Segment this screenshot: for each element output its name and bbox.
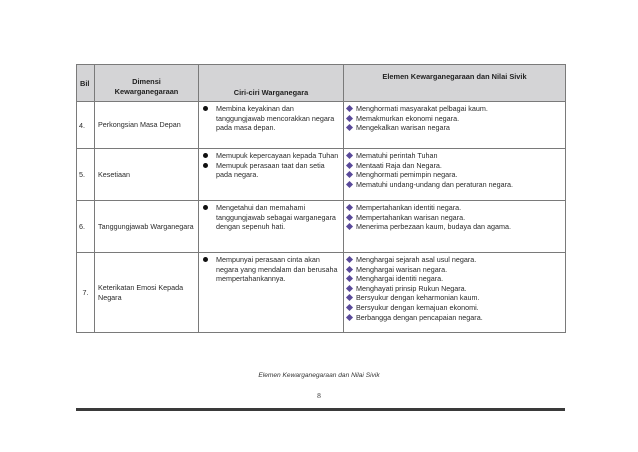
- cell-dimensi: Kesetiaan: [95, 149, 199, 201]
- table-row: [77, 253, 566, 333]
- elemen-text: Mentaati Raja dan Negara.: [356, 160, 442, 170]
- elemen-text: Menghormati masyarakat pelbagai kaum.: [356, 104, 488, 113]
- diamond-bullet-icon: [346, 304, 353, 311]
- elemen-item: [344, 274, 565, 284]
- ciri-item: [199, 161, 343, 180]
- bullet-dot-icon: [203, 153, 208, 158]
- ciri-item: [199, 255, 343, 284]
- ciri-list: [199, 255, 343, 284]
- elemen-text: Mempertahankan warisan negara.: [356, 212, 466, 222]
- elemen-text: Memakmurkan ekonomi negara.: [356, 113, 460, 123]
- ciri-item: [199, 104, 343, 133]
- header-dimensi: [95, 65, 199, 102]
- elemen-item: [344, 213, 565, 223]
- diamond-bullet-icon: [346, 124, 353, 131]
- bullet-dot-icon: [203, 205, 208, 210]
- header-dimensi-line2: Kewarganegaraan: [114, 87, 179, 96]
- elemen-list: [344, 151, 565, 189]
- elemen-item: [344, 170, 565, 180]
- elemen-text: Menghormati pemimpin negara.: [356, 170, 458, 180]
- elemen-text: Mematuhi undang-undang dan peraturan negara.: [356, 179, 514, 189]
- ciri-item: [199, 151, 343, 161]
- cell-elemen: [344, 102, 566, 149]
- elemen-item: [344, 303, 565, 313]
- bullet-dot-icon: [203, 106, 208, 111]
- diamond-bullet-icon: [346, 256, 353, 263]
- elemen-text: Menghargai identiti negara.: [356, 274, 444, 284]
- cell-elemen: [344, 201, 566, 253]
- elemen-text: Menerima perbezaan kaum, budaya dan agama.: [356, 222, 512, 232]
- elemen-item: [344, 222, 565, 232]
- diamond-bullet-icon: [346, 115, 353, 122]
- cell-bil: 6.: [77, 201, 95, 253]
- elemen-item: [344, 203, 565, 213]
- elemen-text: Mematuhi perintah Tuhan: [356, 151, 438, 160]
- elemen-item: [344, 161, 565, 171]
- elemen-item: [344, 255, 565, 265]
- cell-dimensi: Perkongsian Masa Depan: [95, 102, 199, 149]
- elemen-item: [344, 104, 565, 114]
- elemen-item: [344, 293, 565, 303]
- elemen-item: [344, 265, 565, 275]
- elemen-text: Menghargai sejarah asal usul negara.: [356, 255, 477, 264]
- diamond-bullet-icon: [346, 171, 353, 178]
- elemen-item: [344, 180, 565, 190]
- table-row: [77, 201, 566, 253]
- cell-bil: 5.: [77, 149, 95, 201]
- elemen-item: [344, 151, 565, 161]
- cell-ciri: [199, 149, 344, 201]
- elemen-list: [344, 255, 565, 322]
- header-dimensi-line1: Dimensi: [132, 77, 161, 86]
- elemen-text: Menghargai warisan negara.: [356, 264, 448, 274]
- cell-ciri: [199, 253, 344, 333]
- cell-ciri: [199, 102, 344, 149]
- ciri-list: [199, 203, 343, 232]
- footer-rule: [76, 408, 565, 411]
- elemen-text: Mengekalkan warisan negara: [356, 123, 450, 133]
- elemen-list: [344, 203, 565, 232]
- page-number: 8: [317, 391, 321, 400]
- elemen-item: [344, 123, 565, 133]
- ciri-list: [199, 151, 343, 180]
- elemen-text: Berbangga dengan pencapaian negara.: [356, 312, 483, 322]
- elemen-text: Mempertahankan identiti negara.: [356, 203, 462, 212]
- ciri-text: Mempunyai perasaan cinta akan negara yang mendalam dan berusaha mempertahankannya.: [216, 255, 338, 284]
- ciri-list: [199, 104, 343, 133]
- diamond-bullet-icon: [346, 181, 353, 188]
- civic-elements-table: [76, 64, 566, 333]
- elemen-text: Bersyukur dengan keharmonian kaum.: [356, 293, 480, 303]
- table-row: [77, 102, 566, 149]
- ciri-text: Memupuk kepercayaan kepada Tuhan: [216, 151, 339, 160]
- bullet-dot-icon: [203, 257, 208, 262]
- cell-bil: 7.: [77, 253, 95, 333]
- ciri-text: Mengetahui dan memahami tanggungjawab sebagai warganegara dengan sepenuh hati.: [216, 203, 336, 232]
- table-header-row: [77, 65, 566, 102]
- diamond-bullet-icon: [346, 204, 353, 211]
- diamond-bullet-icon: [346, 162, 353, 169]
- diamond-bullet-icon: [346, 152, 353, 159]
- elemen-item: [344, 114, 565, 124]
- table-row: [77, 149, 566, 201]
- diamond-bullet-icon: [346, 285, 353, 292]
- elemen-text: Menghayati prinsip Rukun Negara.: [356, 283, 467, 293]
- diamond-bullet-icon: [346, 294, 353, 301]
- diamond-bullet-icon: [346, 214, 353, 221]
- cell-elemen: [344, 149, 566, 201]
- cell-dimensi: Keterikatan Emosi Kepada Negara: [95, 253, 199, 333]
- ciri-item: [199, 203, 343, 232]
- elemen-item: [344, 284, 565, 294]
- diamond-bullet-icon: [346, 275, 353, 282]
- cell-bil: 4.: [77, 102, 95, 149]
- header-elemen: Elemen Kewarganegaraan dan Nilai Sivik: [344, 65, 566, 102]
- cell-dimensi: Tanggungjawab Warganegara: [95, 201, 199, 253]
- header-bil: Bil: [77, 65, 95, 102]
- diamond-bullet-icon: [346, 266, 353, 273]
- diamond-bullet-icon: [346, 105, 353, 112]
- elemen-list: [344, 104, 565, 133]
- diamond-bullet-icon: [346, 314, 353, 321]
- diamond-bullet-icon: [346, 223, 353, 230]
- cell-elemen: [344, 253, 566, 333]
- ciri-text: Membina keyakinan dan tanggungjawab mencorakkan negara pada masa depan.: [216, 104, 335, 133]
- bullet-dot-icon: [203, 163, 208, 168]
- header-ciri: Ciri-ciri Warganegara: [199, 65, 344, 102]
- cell-ciri: [199, 201, 344, 253]
- elemen-text: Bersyukur dengan kemajuan ekonomi.: [356, 302, 479, 312]
- elemen-item: [344, 313, 565, 323]
- ciri-text: Memupuk perasaan taat dan setia pada negara.: [216, 160, 325, 180]
- table-caption: Elemen Kewarganegaraan dan Nilai Sivik: [258, 372, 380, 379]
